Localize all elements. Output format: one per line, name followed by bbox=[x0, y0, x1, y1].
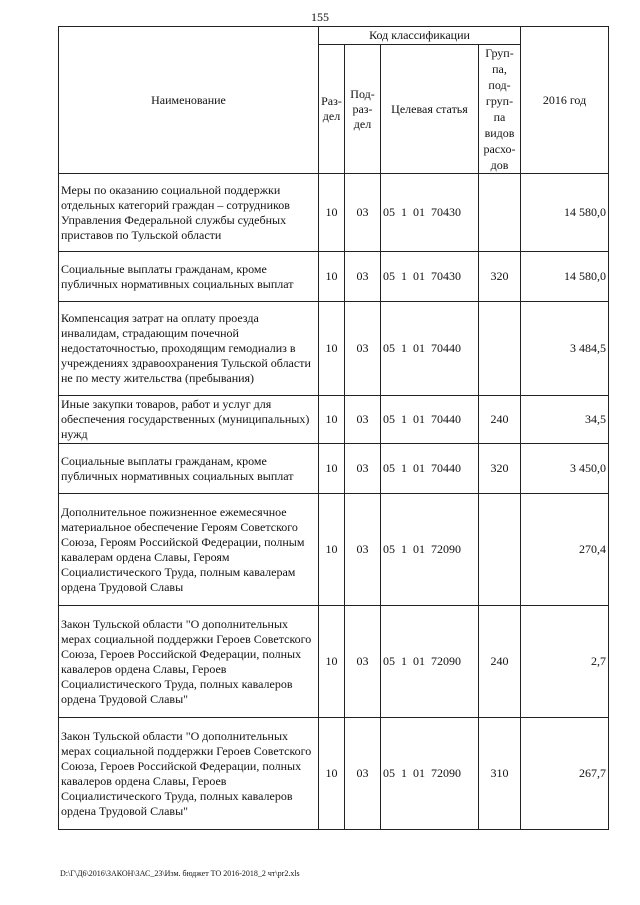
table-row bbox=[59, 396, 609, 444]
header-section: Раз- дел bbox=[319, 45, 345, 174]
row-amount: 3 450,0 bbox=[521, 444, 609, 494]
row-subsection: 03 bbox=[345, 396, 381, 444]
row-name: Социальные выплаты гражданам, кроме публичных нормативных социальных выплат bbox=[59, 252, 319, 302]
table-row bbox=[59, 494, 609, 606]
table-body bbox=[59, 174, 609, 830]
table-row bbox=[59, 174, 609, 252]
header-name: Наименование bbox=[59, 27, 319, 174]
row-amount: 3 484,5 bbox=[521, 302, 609, 396]
header-year: 2016 год bbox=[521, 27, 609, 174]
table-row bbox=[59, 302, 609, 396]
row-target: 05 1 01 70440 bbox=[381, 396, 479, 444]
file-path-footer: D:\Г\Д6\2016\ЗАКОН\ЗАС_23\Изм. бюджет ТО 2016-2018_2 чт\pr2.xls bbox=[60, 869, 300, 878]
row-section: 10 bbox=[319, 396, 345, 444]
row-section: 10 bbox=[319, 444, 345, 494]
row-section: 10 bbox=[319, 718, 345, 830]
row-target: 05 1 01 72090 bbox=[381, 494, 479, 606]
row-name: Социальные выплаты гражданам, кроме публичных нормативных социальных выплат bbox=[59, 444, 319, 494]
row-group: 320 bbox=[479, 444, 521, 494]
row-name: Иные закупки товаров, работ и услуг для обеспечения государственных (муниципальных) нужд bbox=[59, 396, 319, 444]
row-group bbox=[479, 174, 521, 252]
row-section: 10 bbox=[319, 302, 345, 396]
row-subsection: 03 bbox=[345, 718, 381, 830]
row-target: 05 1 01 70440 bbox=[381, 444, 479, 494]
row-subsection: 03 bbox=[345, 606, 381, 718]
row-subsection: 03 bbox=[345, 444, 381, 494]
header-target-article: Целевая статья bbox=[381, 45, 479, 174]
row-name: Меры по оказанию социальной поддержки отдельных категорий граждан – сотрудников Управления Федеральной службы судебных приставов по Тульской области bbox=[59, 174, 319, 252]
budget-table bbox=[58, 26, 609, 830]
row-subsection: 03 bbox=[345, 302, 381, 396]
row-target: 05 1 01 70430 bbox=[381, 252, 479, 302]
header-classification: Код классификации bbox=[319, 27, 521, 45]
row-subsection: 03 bbox=[345, 494, 381, 606]
row-amount: 2,7 bbox=[521, 606, 609, 718]
header-expense-group: Груп- па, под- груп- па видов расхо- дов bbox=[479, 45, 521, 174]
row-target: 05 1 01 70430 bbox=[381, 174, 479, 252]
row-group bbox=[479, 302, 521, 396]
row-group bbox=[479, 494, 521, 606]
row-section: 10 bbox=[319, 252, 345, 302]
header-subsection: Под- раз- дел bbox=[345, 45, 381, 174]
row-group: 240 bbox=[479, 396, 521, 444]
table-row bbox=[59, 444, 609, 494]
table-row bbox=[59, 606, 609, 718]
table-row bbox=[59, 252, 609, 302]
row-name: Закон Тульской области "О дополнительных мерах социальной поддержки Героев Советского Союза, Героев Российской Федерации, полных кавалеров ордена Славы, Героев Социалистического Труда, полных кавалеров ордена Трудовой Славы" bbox=[59, 606, 319, 718]
row-amount: 34,5 bbox=[521, 396, 609, 444]
row-target: 05 1 01 72090 bbox=[381, 606, 479, 718]
row-group: 310 bbox=[479, 718, 521, 830]
row-group: 240 bbox=[479, 606, 521, 718]
row-section: 10 bbox=[319, 494, 345, 606]
row-amount: 14 580,0 bbox=[521, 174, 609, 252]
row-amount: 270,4 bbox=[521, 494, 609, 606]
row-subsection: 03 bbox=[345, 174, 381, 252]
row-amount: 14 580,0 bbox=[521, 252, 609, 302]
row-name: Компенсация затрат на оплату проезда инвалидам, страдающим почечной недостаточностью, проходящим гемодиализ в учреждениях здравоохранения Тульской области не по месту жительства (пребывания) bbox=[59, 302, 319, 396]
row-amount: 267,7 bbox=[521, 718, 609, 830]
page-number: 155 bbox=[311, 10, 329, 24]
table-header bbox=[59, 27, 609, 174]
row-section: 10 bbox=[319, 174, 345, 252]
row-target: 05 1 01 70440 bbox=[381, 302, 479, 396]
row-name: Дополнительное пожизненное ежемесячное материальное обеспечение Героям Советского Союза, Героям Российской Федерации, полным кавалерам ордена Славы, Героям Социалистического Труда, полным кавалерам ордена Трудовой Славы bbox=[59, 494, 319, 606]
row-section: 10 bbox=[319, 606, 345, 718]
row-group: 320 bbox=[479, 252, 521, 302]
row-target: 05 1 01 72090 bbox=[381, 718, 479, 830]
row-subsection: 03 bbox=[345, 252, 381, 302]
table-row bbox=[59, 718, 609, 830]
row-name: Закон Тульской области "О дополнительных мерах социальной поддержки Героев Советского Союза, Героев Российской Федерации, полных кавалеров ордена Славы, Героев Социалистического Труда, полных кавалеров ордена Трудовой Славы" bbox=[59, 718, 319, 830]
